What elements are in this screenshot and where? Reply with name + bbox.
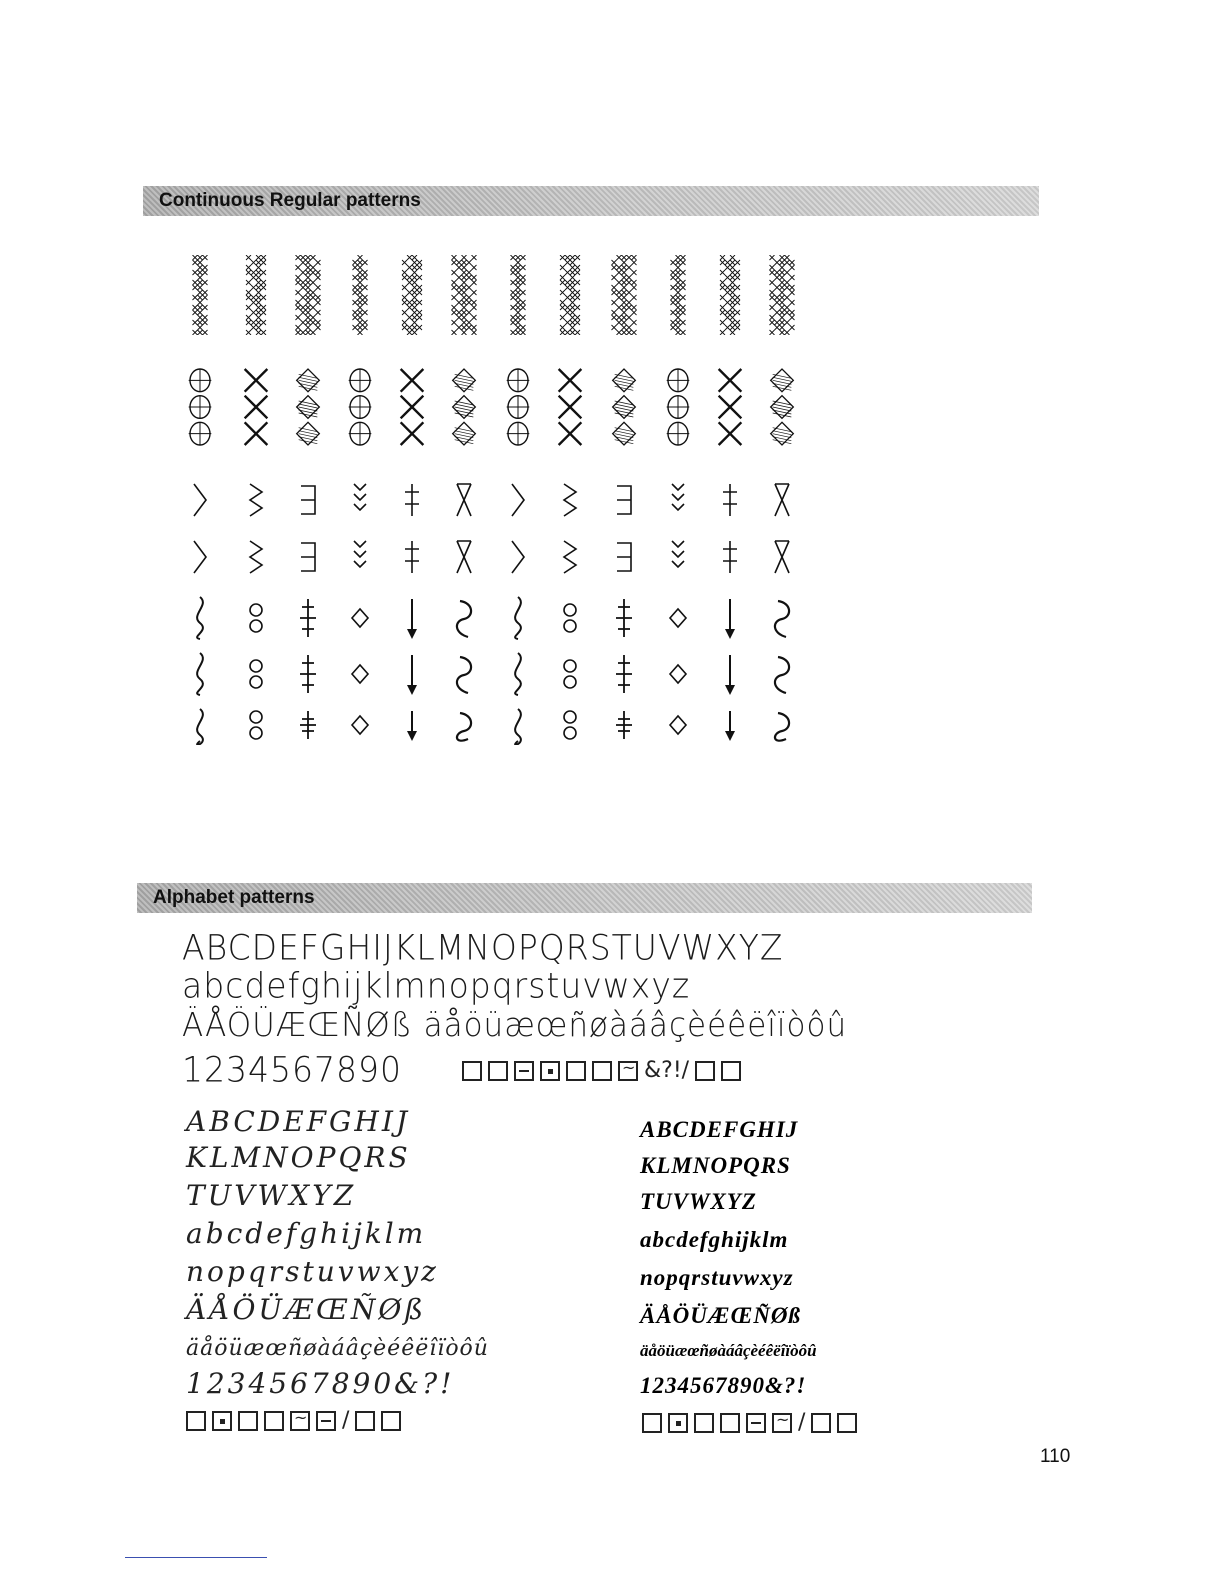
stitch-symbol <box>720 1413 740 1433</box>
motif-13-icon <box>180 649 220 699</box>
block-accented: ÄÅÖÜÆŒÑØß äåöüæœñøàáâçèéêëîïòôû <box>182 1006 848 1045</box>
stitch-symbol <box>592 1061 612 1081</box>
border-3-icon <box>288 480 328 520</box>
border-4-icon <box>340 480 380 520</box>
stitch-symbol <box>290 1411 310 1431</box>
motif-25-icon <box>180 705 220 745</box>
motif-31-icon <box>498 705 538 745</box>
block-symbols <box>462 1058 741 1083</box>
pattern-row <box>180 367 840 447</box>
stitch-symbol <box>488 1061 508 1081</box>
cross-stitch-3-icon <box>288 255 328 335</box>
motif-11-icon <box>710 593 750 643</box>
symbol-slash: / <box>342 1408 350 1433</box>
motif-23-icon <box>710 649 750 699</box>
motif-36-icon <box>762 705 802 745</box>
motif-30-icon <box>444 705 484 745</box>
ornament-2-icon <box>236 367 276 447</box>
ornament-3-icon <box>288 367 328 447</box>
pattern-row <box>180 593 840 643</box>
script-upper-3: TUVWXYZ <box>186 1179 357 1212</box>
border-23-icon <box>710 537 750 577</box>
motif-1-icon <box>180 593 220 643</box>
border-5-icon <box>392 480 432 520</box>
ornament-10-icon <box>658 367 698 447</box>
ornament-5-icon <box>392 367 432 447</box>
ornament-11-icon <box>710 367 750 447</box>
motif-2-icon <box>236 593 276 643</box>
pattern-row <box>180 480 840 520</box>
script-upper-2: KLMNOPQRS <box>186 1141 411 1174</box>
motif-29-icon <box>392 705 432 745</box>
border-8-icon <box>550 480 590 520</box>
stitch-symbol <box>316 1411 336 1431</box>
motif-24-icon <box>762 649 802 699</box>
motif-19-icon <box>498 649 538 699</box>
bold-script-upper-1: ABCDEFGHIJ <box>640 1117 799 1142</box>
motif-4-icon <box>340 593 380 643</box>
motif-21-icon <box>604 649 644 699</box>
motif-5-icon <box>392 593 432 643</box>
stitch-symbol <box>746 1413 766 1433</box>
border-16-icon <box>340 537 380 577</box>
stitch-symbol <box>618 1061 638 1081</box>
cross-stitch-5-icon <box>392 255 432 335</box>
stitch-symbol <box>186 1411 206 1431</box>
block-punct: &?!/ <box>644 1058 690 1083</box>
border-11-icon <box>710 480 750 520</box>
bold-script-accented-upper: ÄÅÖÜÆŒÑØß <box>640 1303 802 1328</box>
stitch-symbol <box>694 1413 714 1433</box>
stitch-symbol <box>811 1413 831 1433</box>
cross-stitch-12-icon <box>762 255 802 335</box>
motif-27-icon <box>288 705 328 745</box>
motif-15-icon <box>288 649 328 699</box>
script-accented-upper: ÄÅÖÜÆŒÑØß <box>186 1293 427 1326</box>
ornament-1-icon <box>180 367 220 447</box>
block-digits: 1234567890 <box>182 1048 402 1090</box>
pattern-row <box>180 705 840 745</box>
motif-18-icon <box>444 649 484 699</box>
motif-17-icon <box>392 649 432 699</box>
border-18-icon <box>444 537 484 577</box>
stitch-symbol <box>264 1411 284 1431</box>
block-lowercase: abcdefghijklmnopqrstuvwxyz <box>182 964 691 1006</box>
ornament-6-icon <box>444 367 484 447</box>
motif-6-icon <box>444 593 484 643</box>
stitch-symbol <box>381 1411 401 1431</box>
stitch-symbol <box>721 1061 741 1081</box>
bold-script-lower-1: abcdefghijklm <box>640 1227 789 1252</box>
motif-28-icon <box>340 705 380 745</box>
cross-stitch-4-icon <box>340 255 380 335</box>
stitch-symbol <box>772 1413 792 1433</box>
cross-stitch-11-icon <box>710 255 750 335</box>
stitch-symbol <box>238 1411 258 1431</box>
cross-stitch-8-icon <box>550 255 590 335</box>
script-lower-1: abcdefghijklm <box>186 1217 427 1250</box>
pattern-row <box>180 255 840 335</box>
motif-7-icon <box>498 593 538 643</box>
stitch-symbol <box>540 1061 560 1081</box>
motif-34-icon <box>658 705 698 745</box>
stitch-symbol <box>462 1061 482 1081</box>
motif-33-icon <box>604 705 644 745</box>
motif-26-icon <box>236 705 276 745</box>
motif-35-icon <box>710 705 750 745</box>
border-10-icon <box>658 480 698 520</box>
section-header-alphabet <box>137 883 1032 913</box>
motif-20-icon <box>550 649 590 699</box>
script-lower-2: nopqrstuvwxyz <box>186 1255 439 1288</box>
border-17-icon <box>392 537 432 577</box>
motif-16-icon <box>340 649 380 699</box>
motif-14-icon <box>236 649 276 699</box>
script-digits: 1234567890&?! <box>186 1367 455 1400</box>
page-number: 110 <box>1040 1446 1071 1467</box>
cross-stitch-10-icon <box>658 255 698 335</box>
stitch-symbol <box>668 1413 688 1433</box>
cross-stitch-1-icon <box>180 255 220 335</box>
border-9-icon <box>604 480 644 520</box>
block-uppercase: ABCDEFGHIJKLMNOPQRSTUVWXYZ <box>182 926 784 968</box>
pattern-row <box>180 537 840 577</box>
border-12-icon <box>762 480 802 520</box>
script-upper-1: ABCDEFGHIJ <box>186 1105 411 1138</box>
bold-script-symbols <box>642 1410 857 1435</box>
cross-stitch-7-icon <box>498 255 538 335</box>
ornament-4-icon <box>340 367 380 447</box>
bold-script-upper-2: KLMNOPQRS <box>640 1153 791 1178</box>
cross-stitch-9-icon <box>604 255 644 335</box>
border-15-icon <box>288 537 328 577</box>
bold-script-lower-2: nopqrstuvwxyz <box>640 1265 794 1290</box>
stitch-symbol <box>514 1061 534 1081</box>
motif-10-icon <box>658 593 698 643</box>
footnote-rule <box>125 1557 267 1558</box>
pattern-row <box>180 649 840 699</box>
stitch-symbol <box>212 1411 232 1431</box>
stitch-symbol <box>566 1061 586 1081</box>
stitch-symbol <box>695 1061 715 1081</box>
border-22-icon <box>658 537 698 577</box>
border-14-icon <box>236 537 276 577</box>
border-13-icon <box>180 537 220 577</box>
cross-stitch-6-icon <box>444 255 484 335</box>
border-7-icon <box>498 480 538 520</box>
motif-32-icon <box>550 705 590 745</box>
ornament-8-icon <box>550 367 590 447</box>
section-header-continuous <box>143 186 1039 216</box>
stitch-symbol <box>642 1413 662 1433</box>
motif-12-icon <box>762 593 802 643</box>
border-21-icon <box>604 537 644 577</box>
border-19-icon <box>498 537 538 577</box>
border-6-icon <box>444 480 484 520</box>
ornament-9-icon <box>604 367 644 447</box>
section-title: Continuous Regular patterns <box>159 190 421 211</box>
border-20-icon <box>550 537 590 577</box>
bold-script-upper-3: TUVWXYZ <box>640 1189 757 1214</box>
section-title: Alphabet patterns <box>153 887 315 908</box>
script-accented-lower: äåöüæœñøàáâçèéêëîïòôû <box>186 1336 489 1361</box>
bold-script-accented-lower: äåöüæœñøàáâçèéêëîïòôû <box>640 1341 817 1360</box>
ornament-7-icon <box>498 367 538 447</box>
motif-3-icon <box>288 593 328 643</box>
stitch-symbol <box>837 1413 857 1433</box>
cross-stitch-2-icon <box>236 255 276 335</box>
border-1-icon <box>180 480 220 520</box>
stitch-symbol <box>355 1411 375 1431</box>
motif-9-icon <box>604 593 644 643</box>
ornament-12-icon <box>762 367 802 447</box>
border-2-icon <box>236 480 276 520</box>
script-symbols <box>186 1408 401 1433</box>
motif-22-icon <box>658 649 698 699</box>
symbol-slash: / <box>798 1410 806 1435</box>
bold-script-digits: 1234567890&?! <box>640 1373 807 1398</box>
motif-8-icon <box>550 593 590 643</box>
border-24-icon <box>762 537 802 577</box>
